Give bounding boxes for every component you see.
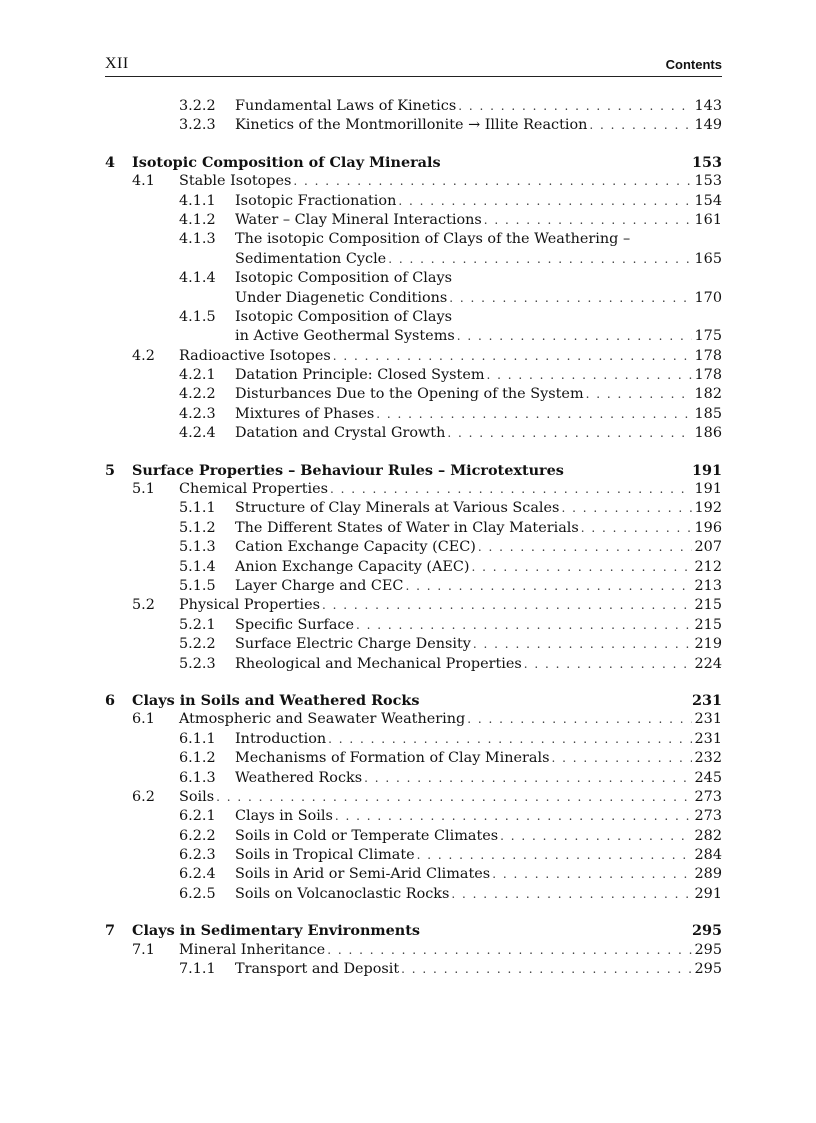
toc-title: Clays in Soils and Weathered Rocks [132, 691, 420, 709]
dot-leader [405, 577, 691, 596]
toc-entry-continuation[interactable] [105, 289, 722, 308]
toc-page-number: 291 [692, 885, 722, 904]
toc-title: Atmospheric and Seawater Weathering [179, 710, 467, 729]
toc-page-number: 207 [692, 538, 722, 557]
toc-chapter[interactable] [105, 691, 722, 710]
toc-number: 5.2.2 [179, 636, 216, 653]
toc-number: 4.1.5 [179, 308, 216, 325]
toc-number: 4.1.1 [179, 192, 216, 209]
toc-page-number: 231 [692, 710, 722, 729]
dot-leader [524, 655, 692, 674]
toc-number: 5.2.1 [179, 616, 216, 633]
toc-subsection[interactable] [105, 730, 722, 749]
toc-title: Fundamental Laws of Kinetics [235, 97, 458, 116]
toc-page-number: 273 [692, 807, 722, 826]
toc-title: The Different States of Water in Clay Materials [235, 519, 581, 538]
toc-section[interactable] [105, 347, 722, 366]
toc-number: 6 [105, 691, 116, 709]
toc-subsection[interactable] [105, 116, 722, 135]
toc-number: 4.1.2 [179, 211, 216, 228]
toc-title: Soils in Arid or Semi-Arid Climates [235, 865, 492, 884]
dot-leader [458, 97, 691, 116]
dot-leader [364, 769, 691, 788]
toc-title: Radioactive Isotopes [179, 347, 333, 366]
toc-number: 6.2.3 [179, 847, 216, 864]
toc-section[interactable] [105, 710, 722, 729]
toc-page-number: 191 [689, 461, 722, 480]
toc-entry-continuation[interactable] [105, 250, 722, 269]
dot-leader [335, 807, 692, 826]
toc-number: 6.2.5 [179, 885, 216, 902]
dot-leader [487, 366, 692, 385]
toc-subsection[interactable] [105, 385, 722, 404]
toc-title: Anion Exchange Capacity (AEC) [235, 558, 472, 577]
toc-title: Mineral Inheritance [179, 941, 327, 960]
toc-subsection[interactable] [105, 97, 722, 116]
toc-number: 5.1.1 [179, 500, 216, 517]
toc-number: 7 [105, 922, 116, 940]
toc-title: Rheological and Mechanical Properties [235, 655, 524, 674]
toc-subsection[interactable] [105, 519, 722, 538]
toc-title: Physical Properties [179, 596, 322, 615]
toc-number: 6.2.2 [179, 827, 216, 844]
toc-subsection[interactable] [105, 655, 722, 674]
toc-subsection[interactable] [105, 865, 722, 884]
toc-title: Clays in Soils [235, 807, 335, 826]
dot-leader [388, 250, 691, 269]
toc-number: 4.1 [132, 173, 155, 190]
dot-leader [449, 289, 691, 308]
toc-number: 3.2.2 [179, 98, 216, 114]
toc-page-number: 245 [692, 769, 722, 788]
toc-page-number: 154 [692, 192, 722, 211]
toc-title: The isotopic Composition of Clays of the Weathering – [235, 230, 632, 249]
toc-number: 4.1.3 [179, 231, 216, 248]
toc-page-number: 161 [692, 211, 722, 230]
dot-leader [500, 827, 691, 846]
dot-leader [328, 730, 691, 749]
toc-subsection[interactable] [105, 308, 722, 327]
page-number: XII [105, 55, 129, 72]
toc-page-number: 192 [692, 499, 722, 518]
toc-page-number: 295 [692, 941, 722, 960]
toc-page-number: 215 [692, 596, 722, 615]
toc-page-number: 231 [692, 730, 722, 749]
toc-chapter[interactable] [105, 153, 722, 172]
toc-number: 5.1.2 [179, 519, 216, 536]
dot-leader [551, 749, 691, 768]
toc-title: Soils [179, 788, 216, 807]
toc-title: Clays in Sedimentary Environments [132, 922, 421, 940]
dot-leader [333, 347, 692, 366]
dot-leader [293, 172, 691, 191]
toc-page-number: 182 [692, 385, 722, 404]
toc-title: in Active Geothermal Systems [235, 327, 457, 346]
toc-title: Isotopic Composition of Clays [235, 308, 454, 327]
toc-subsection[interactable] [105, 405, 722, 424]
dot-leader [327, 941, 691, 960]
toc-number: 4 [105, 153, 116, 171]
toc-subsection[interactable] [105, 499, 722, 518]
toc-page-number: 186 [692, 424, 722, 443]
toc-page-number: 178 [692, 366, 722, 385]
dot-leader [451, 885, 691, 904]
toc-section[interactable] [105, 788, 722, 807]
toc-page-number: 196 [692, 519, 722, 538]
toc-subsection[interactable] [105, 230, 722, 249]
toc-title: Surface Properties – Behaviour Rules – Microtextures [132, 461, 564, 479]
dot-leader [216, 788, 691, 807]
toc-number: 5.1.4 [179, 558, 216, 575]
toc-number: 5.2 [132, 597, 155, 614]
dot-leader [581, 519, 692, 538]
toc-number: 5.1.5 [179, 577, 216, 594]
toc-page-number: 143 [692, 97, 722, 116]
toc-page-number: 191 [692, 480, 722, 499]
toc-number: 7.1 [132, 941, 155, 958]
dot-leader [589, 116, 691, 135]
dot-leader [356, 616, 692, 635]
toc-subsection[interactable] [105, 577, 722, 596]
toc-title: Datation and Crystal Growth [235, 424, 447, 443]
dot-leader [398, 192, 691, 211]
toc-section[interactable] [105, 480, 722, 499]
toc-subsection[interactable] [105, 769, 722, 788]
toc-title: Water – Clay Mineral Interactions [235, 211, 484, 230]
dot-leader [473, 635, 692, 654]
dot-leader [478, 538, 692, 557]
toc-title: Weathered Rocks [235, 769, 364, 788]
toc-subsection[interactable] [105, 269, 722, 288]
toc-page-number: 212 [692, 558, 722, 577]
toc-number: 6.1 [132, 711, 155, 728]
toc-number: 5.1.3 [179, 539, 216, 556]
toc-title: Introduction [235, 730, 328, 749]
toc-title: Isotopic Composition of Clay Minerals [132, 153, 441, 171]
toc-chapter[interactable] [105, 921, 722, 940]
toc-page-number: 219 [692, 635, 722, 654]
toc-subsection[interactable] [105, 846, 722, 865]
toc-number: 5 [105, 461, 116, 479]
toc-chapter[interactable] [105, 461, 722, 480]
toc-number: 6.1.2 [179, 750, 216, 767]
dot-leader [457, 327, 692, 346]
toc-title: Surface Electric Charge Density [235, 635, 473, 654]
toc-number: 5.1 [132, 481, 155, 498]
toc-title: Cation Exchange Capacity (CEC) [235, 538, 478, 557]
toc-subsection[interactable] [105, 192, 722, 211]
toc-page-number: 178 [692, 347, 722, 366]
toc-subsection[interactable] [105, 827, 722, 846]
toc-subsection[interactable] [105, 211, 722, 230]
toc-section[interactable] [105, 172, 722, 191]
toc-page-number: 153 [692, 172, 722, 191]
toc-title: Structure of Clay Minerals at Various Scales [235, 499, 561, 518]
toc-title: Isotopic Fractionation [235, 192, 398, 211]
toc-title: Kinetics of the Montmorillonite → Illite Reaction [235, 116, 589, 135]
toc-section[interactable] [105, 596, 722, 615]
toc-number: 4.2.4 [179, 425, 216, 442]
toc-page-number: 289 [692, 865, 722, 884]
toc-number: 6.2 [132, 788, 155, 805]
running-title: Contents [665, 57, 722, 72]
toc-subsection[interactable] [105, 424, 722, 443]
toc-title: Stable Isotopes [179, 172, 293, 191]
toc-section[interactable] [105, 941, 722, 960]
toc-number: 6.1.1 [179, 730, 216, 747]
toc-page-number: 215 [692, 616, 722, 635]
toc-title: Mixtures of Phases [235, 405, 376, 424]
toc-page-number: 284 [692, 846, 722, 865]
toc-title: Isotopic Composition of Clays [235, 269, 454, 288]
toc-title: Under Diagenetic Conditions [235, 289, 449, 308]
toc-page-number: 153 [689, 153, 722, 172]
toc-subsection[interactable] [105, 807, 722, 826]
toc-page-number: 165 [692, 250, 722, 269]
dot-leader [322, 596, 692, 615]
toc-page-number: 282 [692, 827, 722, 846]
toc-subsection[interactable] [105, 366, 722, 385]
toc-title: Specific Surface [235, 616, 356, 635]
toc-number: 4.2.3 [179, 405, 216, 422]
toc-subsection[interactable] [105, 635, 722, 654]
toc-title: Datation Principle: Closed System [235, 366, 487, 385]
toc-subsection[interactable] [105, 616, 722, 635]
toc-page-number: 231 [689, 691, 722, 710]
toc-title: Soils in Cold or Temperate Climates [235, 827, 500, 846]
toc-number: 7.1.1 [179, 961, 216, 978]
toc-number: 4.2 [132, 347, 155, 364]
toc-subsection[interactable] [105, 558, 722, 577]
toc-subsection[interactable] [105, 749, 722, 768]
toc-title: Transport and Deposit [235, 960, 401, 979]
dot-leader [561, 499, 691, 518]
dot-leader [586, 385, 692, 404]
toc-subsection[interactable] [105, 538, 722, 557]
toc-page-number: 224 [692, 655, 722, 674]
dot-leader [492, 865, 691, 884]
toc-number: 4.2.1 [179, 367, 216, 384]
toc-subsection[interactable] [105, 960, 722, 979]
toc-page-number: 232 [692, 749, 722, 768]
running-header [105, 54, 722, 77]
toc-subsection[interactable] [105, 885, 722, 904]
toc-number: 3.2.3 [179, 117, 216, 134]
toc-number: 4.1.4 [179, 270, 216, 287]
toc-title: Layer Charge and CEC [235, 577, 405, 596]
dot-leader [467, 710, 691, 729]
toc-page-number: 170 [692, 289, 722, 308]
dot-leader [447, 424, 691, 443]
toc-page-number: 185 [692, 405, 722, 424]
toc-title: Soils in Tropical Climate [235, 846, 417, 865]
toc-page-number: 149 [692, 116, 722, 135]
dot-leader [472, 558, 692, 577]
toc-number: 4.2.2 [179, 386, 216, 403]
toc-entry-continuation[interactable] [105, 327, 722, 346]
toc-title: Soils on Volcanoclastic Rocks [235, 885, 451, 904]
page [105, 54, 722, 979]
toc-number: 6.2.1 [179, 808, 216, 825]
table-of-contents [105, 97, 722, 979]
toc-title: Sedimentation Cycle [235, 250, 388, 269]
toc-number: 6.1.3 [179, 769, 216, 786]
toc-number: 5.2.3 [179, 655, 216, 672]
toc-page-number: 295 [692, 960, 722, 979]
toc-page-number: 175 [692, 327, 722, 346]
dot-leader [330, 480, 692, 499]
toc-page-number: 273 [692, 788, 722, 807]
toc-page-number: 295 [689, 921, 722, 940]
toc-number: 6.2.4 [179, 866, 216, 883]
dot-leader [376, 405, 691, 424]
toc-page-number: 213 [692, 577, 722, 596]
toc-title: Chemical Properties [179, 480, 330, 499]
toc-title: Mechanisms of Formation of Clay Minerals [235, 749, 551, 768]
toc-title: Disturbances Due to the Opening of the System [235, 385, 586, 404]
dot-leader [484, 211, 692, 230]
dot-leader [417, 846, 692, 865]
dot-leader [401, 960, 691, 979]
